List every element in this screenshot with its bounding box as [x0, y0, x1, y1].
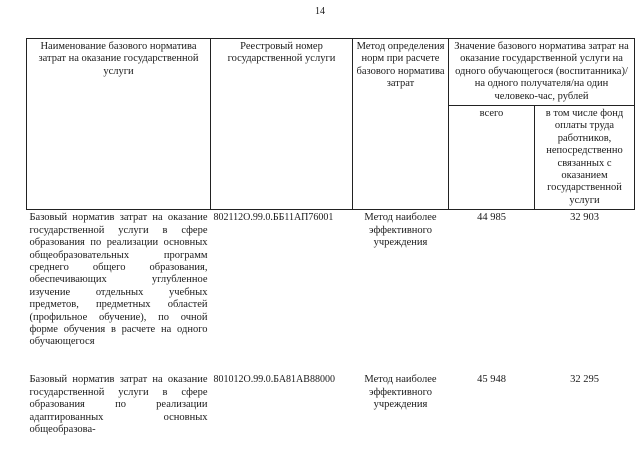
row-total: 45 948 — [477, 374, 506, 386]
row-registry: 802112О.99.0.ББ11АП76001 — [213, 212, 334, 224]
row-incl: 32 903 — [570, 212, 599, 224]
row-registry: 801012О.99.0.БА81АВ88000 — [213, 374, 335, 386]
page-number: 14 — [315, 6, 325, 17]
norms-table — [26, 38, 635, 438]
row-name: Базовый норматив затрат на оказание государственной услуги в сфере образования по реализации основных общеобразовательных программ среднего общего образования, обеспечивающих углубленное изучение отдельных учебных предметов, предметных областей (профильное обучение), по очной форме обучения в расчете на одного обучающегося — [29, 212, 208, 348]
row-incl: 32 295 — [570, 374, 599, 386]
header-name: Наименование базового норматива затрат на оказание государственной услуги — [27, 39, 211, 210]
header-value: Значение базового норматива затрат на оказание государственной услуги на одного обучающегося (воспитанника)/на одного получателя/на один человеко-час, рублей — [449, 39, 635, 106]
row-method: Метод наиболее эффективного учреждения — [364, 374, 437, 411]
row-method: Метод наиболее эффективного учреждения — [364, 212, 437, 249]
header-total: всего — [449, 106, 535, 210]
table-row — [27, 210, 635, 361]
row-name: Базовый норматив затрат на оказание государственной услуги в сфере образования по реализации адаптированных основных общеобразова- — [29, 374, 208, 435]
header-registry: Реестровый номер государственной услуги — [211, 39, 353, 210]
header-incl: в том числе фонд оплаты труда работников, непосредственно связанных с оказанием государственной услуги — [535, 106, 635, 210]
row-total: 44 985 — [477, 212, 506, 224]
table-row — [27, 372, 635, 438]
header-method: Метод определения норм при расчете базового норматива затрат — [353, 39, 449, 210]
